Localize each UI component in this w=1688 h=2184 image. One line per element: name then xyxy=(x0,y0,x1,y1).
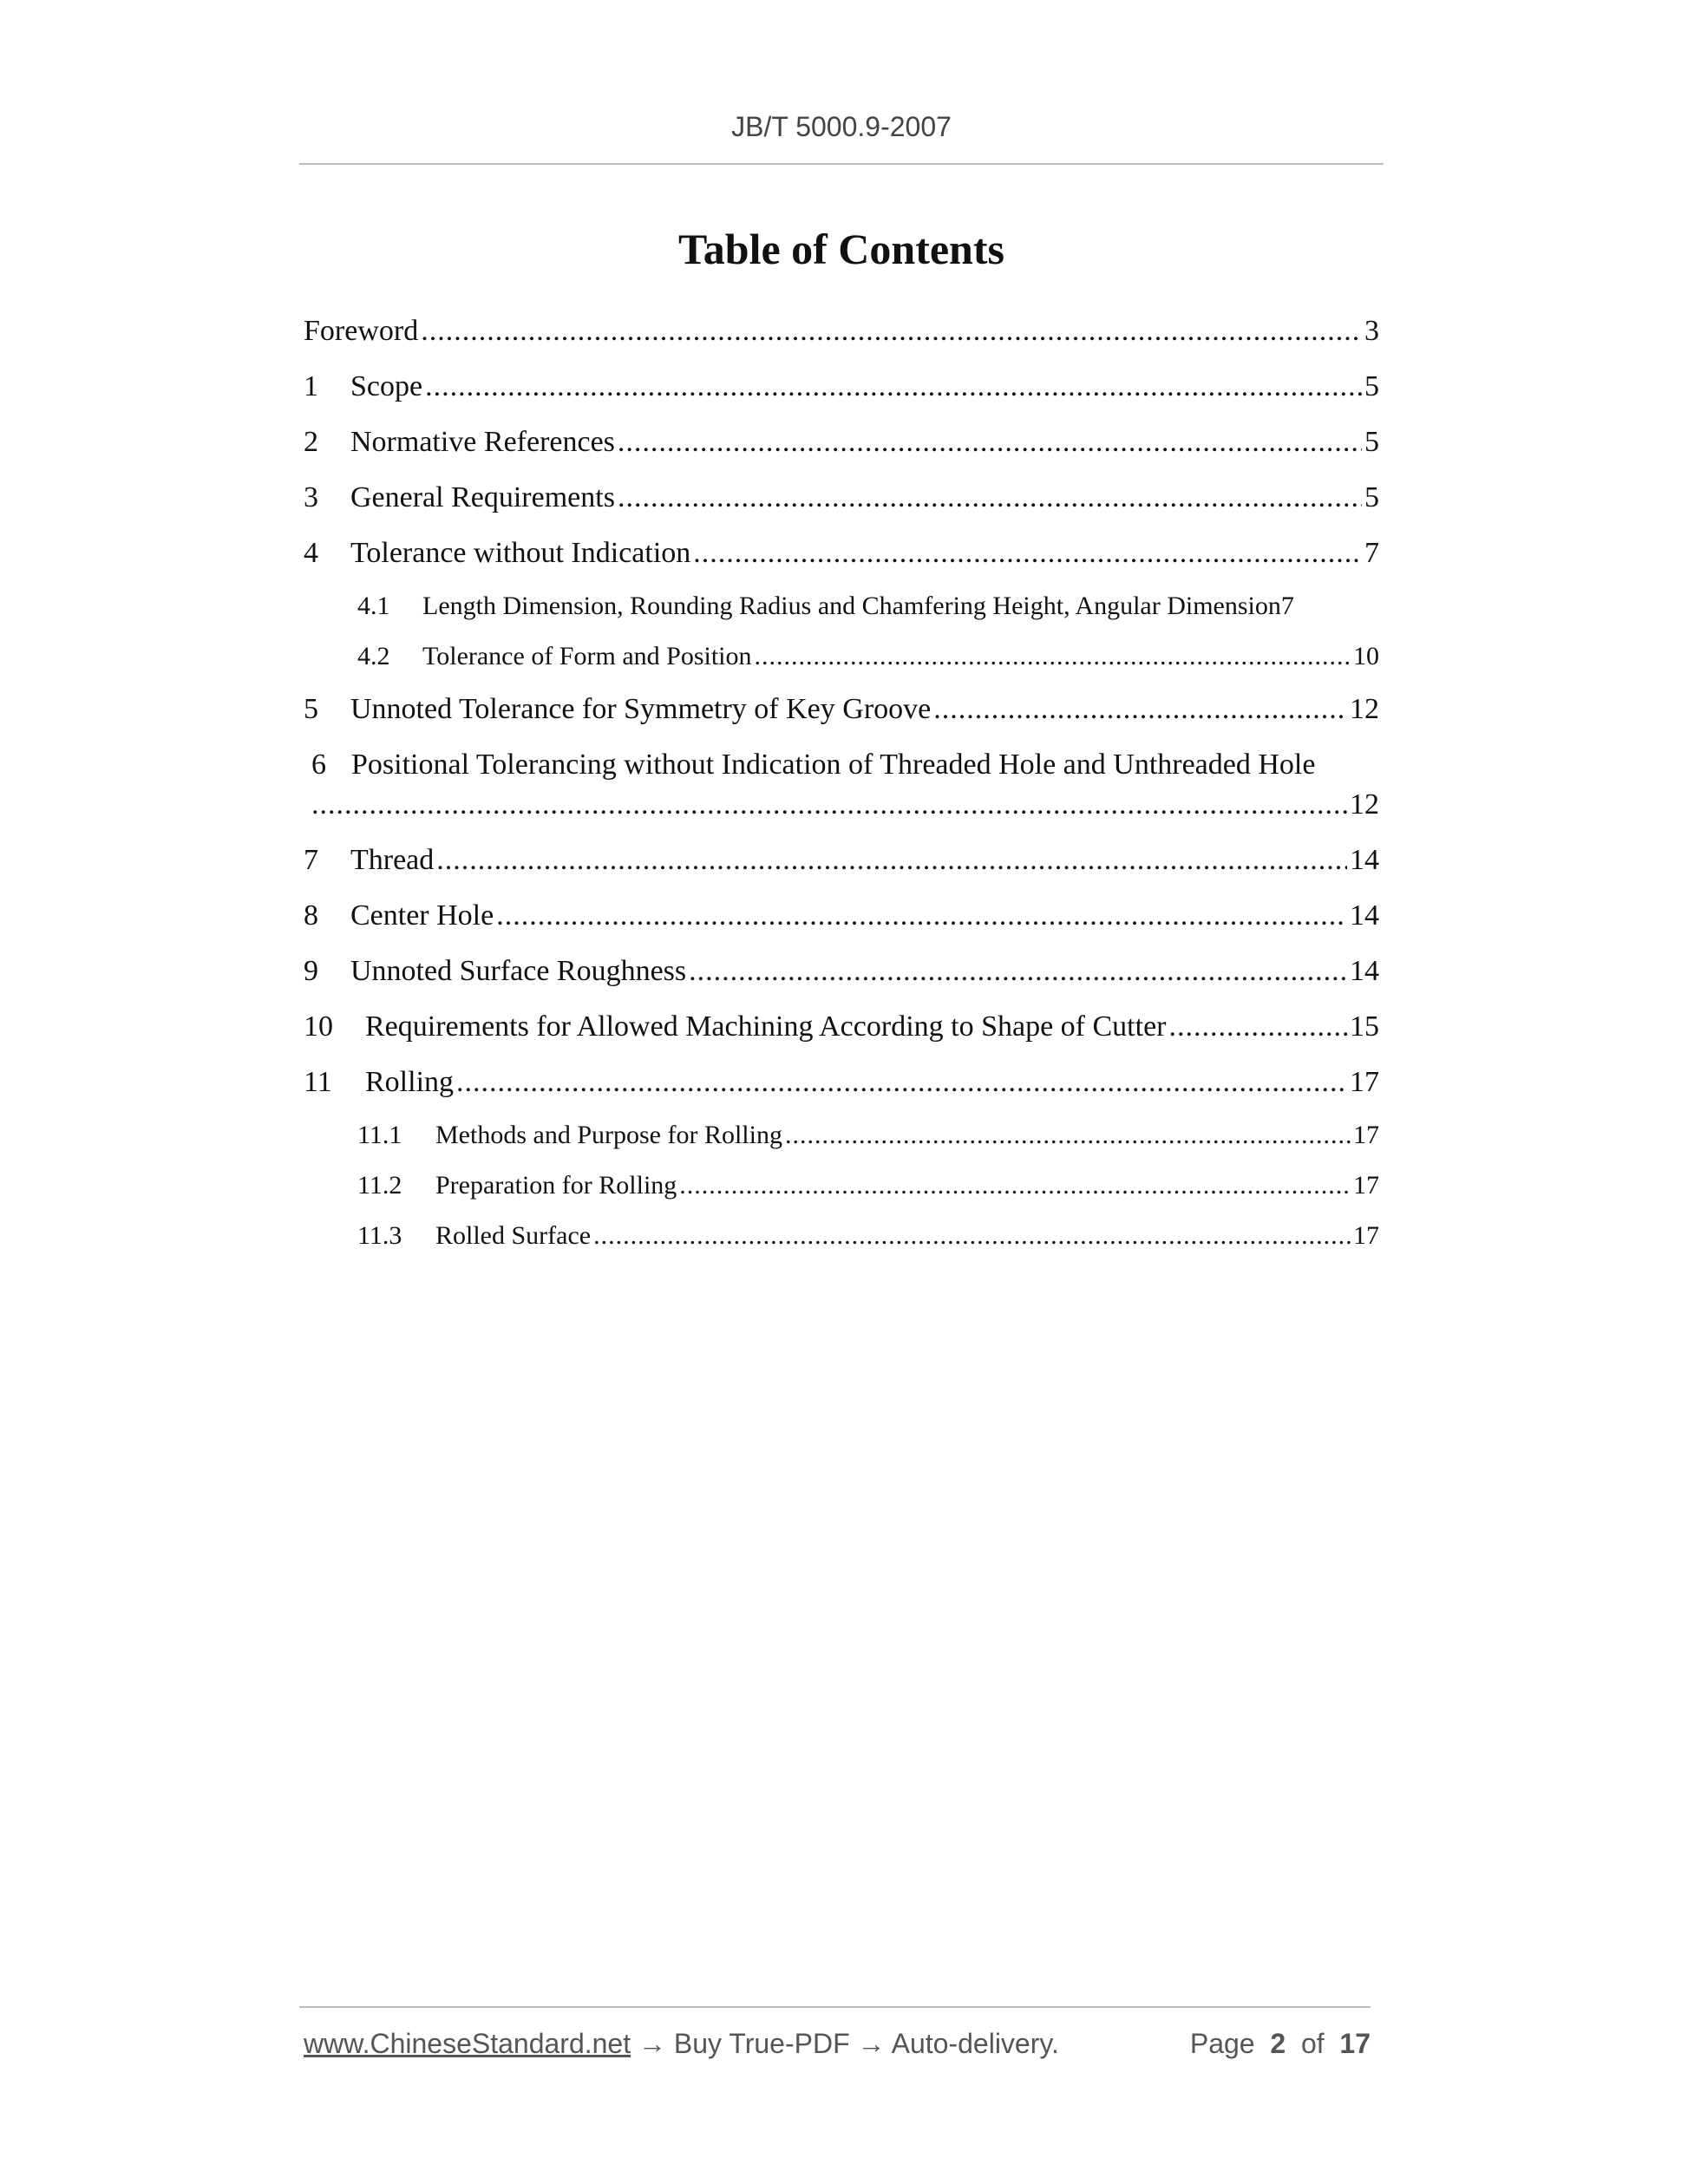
dot-leader xyxy=(311,785,1347,825)
toc-label: Unnoted Tolerance for Symmetry of Key Groove xyxy=(350,693,932,725)
toc-page-number: 7 xyxy=(1280,592,1294,620)
toc-page-number: 17 xyxy=(1353,1221,1379,1250)
toc-label: General Requirements xyxy=(350,481,615,513)
toc-page-number: 5 xyxy=(1364,426,1379,458)
dot-leader xyxy=(436,833,1347,888)
toc-number: 4.2 xyxy=(357,642,390,670)
toc-entry-6[interactable] xyxy=(304,737,1379,825)
dot-leader xyxy=(421,304,1362,359)
table-of-contents xyxy=(304,304,1379,1261)
toc-entry-9[interactable] xyxy=(304,944,1379,999)
toc-entry-11-1[interactable] xyxy=(304,1110,1379,1161)
toc-page-number: 15 xyxy=(1350,1010,1379,1043)
toc-label: Tolerance without Indication xyxy=(350,537,691,569)
toc-label: Preparation for Rolling xyxy=(435,1171,677,1200)
dot-leader xyxy=(593,1211,1351,1261)
toc-label: Scope xyxy=(350,370,423,402)
toc-label: Rolled Surface xyxy=(435,1221,592,1250)
dot-leader xyxy=(689,944,1347,999)
toc-label: Foreword xyxy=(304,315,419,347)
toc-label: Thread xyxy=(350,844,435,876)
toc-entry-11-2[interactable] xyxy=(304,1161,1379,1211)
dot-leader xyxy=(618,470,1362,526)
toc-entry-7[interactable] xyxy=(304,833,1379,888)
toc-entry-4-2[interactable] xyxy=(304,631,1379,682)
toc-entry-4-1[interactable] xyxy=(304,581,1379,631)
toc-label: Center Hole xyxy=(350,899,494,932)
toc-page-number: 14 xyxy=(1350,844,1379,876)
footer-divider xyxy=(299,2006,1371,2008)
toc-entry-8[interactable] xyxy=(304,888,1379,944)
dot-leader xyxy=(425,359,1362,415)
total-pages: 17 xyxy=(1339,2028,1371,2059)
toc-page-number: 17 xyxy=(1353,1121,1379,1149)
toc-number: 6 xyxy=(311,749,326,781)
toc-entry-1[interactable] xyxy=(304,359,1379,415)
toc-number: 7 xyxy=(304,844,318,876)
toc-number: 2 xyxy=(304,426,318,458)
toc-page-number: 17 xyxy=(1353,1171,1379,1200)
toc-number: 11.1 xyxy=(357,1121,402,1149)
toc-entry-5[interactable] xyxy=(304,682,1379,737)
toc-page-number: 5 xyxy=(1364,370,1379,402)
toc-number: 3 xyxy=(304,481,318,513)
dot-leader xyxy=(1168,999,1347,1055)
dot-leader xyxy=(618,415,1362,470)
page-title: Table of Contents xyxy=(678,225,1004,273)
toc-label: Rolling xyxy=(365,1066,455,1098)
toc-page-number: 12 xyxy=(1350,788,1379,821)
dot-leader xyxy=(456,1055,1347,1110)
dot-leader xyxy=(933,682,1347,737)
of-word: of xyxy=(1300,2028,1325,2059)
toc-label: Positional Tolerancing without Indication of Threaded Hole and Unthreaded Hole xyxy=(351,749,1316,781)
dot-leader xyxy=(785,1110,1351,1161)
promo-text: → Buy True-PDF → Auto-delivery. xyxy=(631,2028,1059,2059)
current-page: 2 xyxy=(1270,2028,1286,2059)
website-link[interactable]: www.ChineseStandard.net xyxy=(304,2028,631,2059)
toc-label: Normative References xyxy=(350,426,615,458)
toc-number: 11 xyxy=(304,1066,332,1098)
dot-leader xyxy=(496,888,1347,944)
toc-page-number: 14 xyxy=(1350,899,1379,932)
footer-promo xyxy=(304,2028,1059,2060)
dot-leader xyxy=(693,526,1362,581)
toc-page-number: 17 xyxy=(1350,1066,1379,1098)
toc-page-number: 7 xyxy=(1364,537,1379,569)
toc-number: 8 xyxy=(304,899,318,932)
toc-entry-11[interactable] xyxy=(304,1055,1379,1110)
toc-page-number: 5 xyxy=(1364,481,1379,513)
page-indicator xyxy=(1190,2028,1371,2060)
toc-label: Length Dimension, Rounding Radius and Chamfering Height, Angular Dimension xyxy=(422,592,1281,620)
toc-number: 1 xyxy=(304,370,318,402)
dot-leader xyxy=(679,1161,1351,1211)
dot-leader xyxy=(755,631,1351,682)
toc-number: 11.2 xyxy=(357,1171,402,1200)
toc-label: Requirements for Allowed Machining According to Shape of Cutter xyxy=(365,1010,1167,1043)
toc-entry-foreword[interactable] xyxy=(304,304,1379,359)
toc-page-number: 3 xyxy=(1364,315,1379,347)
toc-number: 4 xyxy=(304,537,318,569)
toc-label: Unnoted Surface Roughness xyxy=(350,955,687,987)
page-footer xyxy=(304,2028,1371,2060)
toc-entry-2[interactable] xyxy=(304,415,1379,470)
toc-entry-10[interactable] xyxy=(304,999,1379,1055)
toc-number: 4.1 xyxy=(357,592,390,620)
toc-number: 5 xyxy=(304,693,318,725)
toc-number: 10 xyxy=(304,1010,333,1043)
toc-page-number: 14 xyxy=(1350,955,1379,987)
toc-entry-11-3[interactable] xyxy=(304,1211,1379,1261)
header-divider xyxy=(299,163,1384,165)
toc-number: 11.3 xyxy=(357,1221,402,1250)
document-header: JB/T 5000.9-2007 xyxy=(731,111,952,142)
toc-label: Tolerance of Form and Position xyxy=(422,642,752,670)
toc-number: 9 xyxy=(304,955,318,987)
toc-page-number: 10 xyxy=(1353,642,1379,670)
toc-entry-4[interactable] xyxy=(304,526,1379,581)
page-word: Page xyxy=(1189,2028,1255,2059)
toc-entry-3[interactable] xyxy=(304,470,1379,526)
toc-page-number: 12 xyxy=(1350,693,1379,725)
toc-label: Methods and Purpose for Rolling xyxy=(435,1121,782,1149)
